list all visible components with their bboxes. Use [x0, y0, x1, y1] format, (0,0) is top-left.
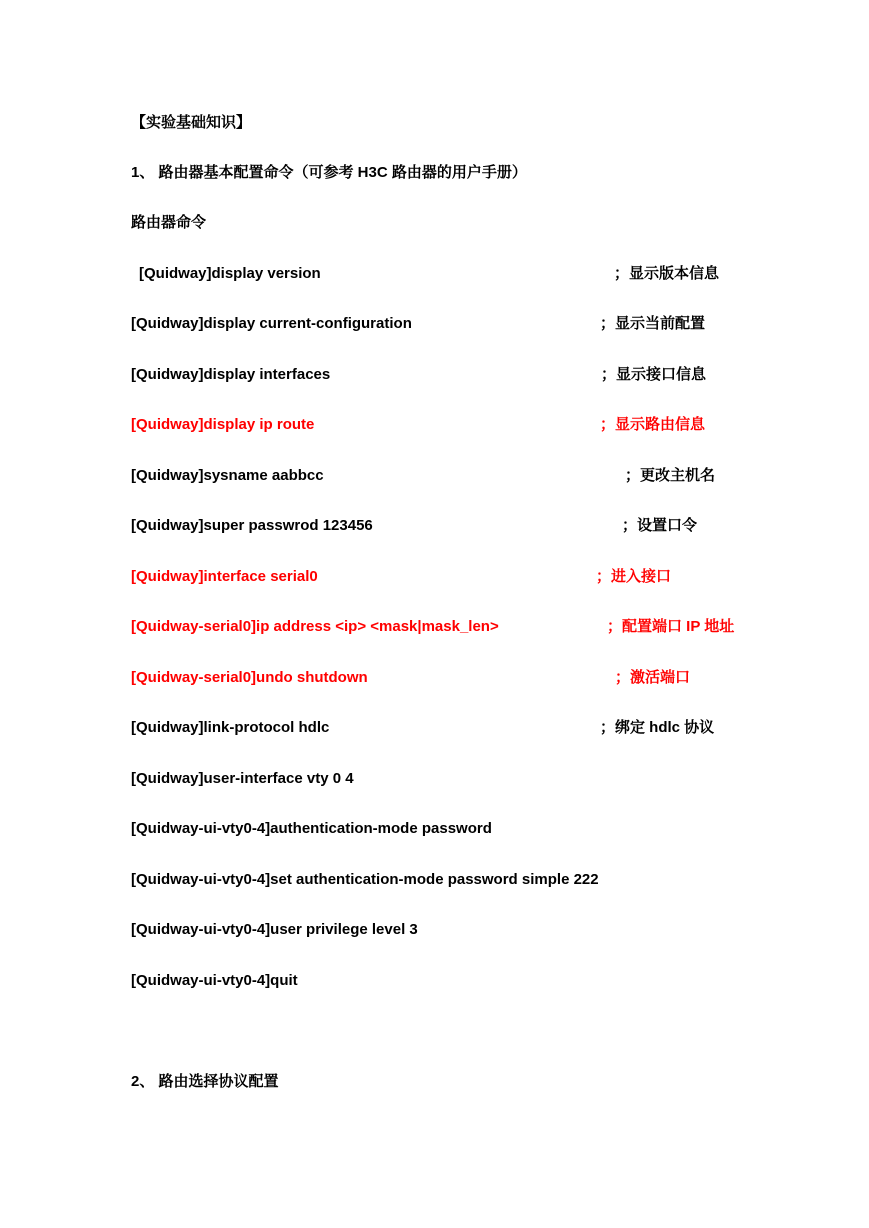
section-1-title: 1、 路由器基本配置命令（可参考 H3C 路由器的用户手册） [131, 164, 527, 181]
command-text-highlighted: [Quidway-serial0]undo shutdown [131, 669, 368, 686]
command-text: [Quidway]display current-configuration [131, 315, 412, 332]
command-text: [Quidway]super passwrod 123456 [131, 517, 373, 534]
command-text: [Quidway-ui-vty0-4]authentication-mode password [131, 820, 492, 837]
command-description-highlighted: ；激活端口 [615, 669, 691, 686]
command-text-highlighted: [Quidway-serial0]ip address <ip> <mask|mask_len> [131, 618, 499, 635]
command-text: [Quidway-ui-vty0-4]user privilege level 3 [131, 921, 418, 938]
command-description: ；显示版本信息 [614, 265, 720, 282]
command-text: [Quidway-ui-vty0-4]set authentication-mode password simple 222 [131, 871, 599, 888]
section-2-title: 2、 路由选择协议配置 [131, 1073, 279, 1090]
command-description: ；显示接口信息 [601, 366, 707, 383]
command-description-highlighted: ；显示路由信息 [600, 416, 706, 433]
command-description: ；绑定 hdlc 协议 [600, 719, 715, 736]
command-description: ；设置口令 [622, 517, 698, 534]
command-description: ；显示当前配置 [600, 315, 706, 332]
command-description: ；更改主机名 [625, 467, 716, 484]
command-text: [Quidway]display version [139, 265, 321, 282]
command-description-highlighted: ；配置端口 IP 地址 [607, 618, 735, 635]
subheading-router-commands: 路由器命令 [131, 214, 207, 231]
command-text: [Quidway]user-interface vty 0 4 [131, 770, 354, 787]
heading-experiment-basics: 【实验基础知识】 [131, 114, 252, 131]
command-text: [Quidway-ui-vty0-4]quit [131, 972, 298, 989]
command-description-highlighted: ；进入接口 [596, 568, 672, 585]
command-text: [Quidway]link-protocol hdlc [131, 719, 330, 736]
command-text-highlighted: [Quidway]interface serial0 [131, 568, 318, 585]
command-text-highlighted: [Quidway]display ip route [131, 416, 315, 433]
command-text: [Quidway]display interfaces [131, 366, 331, 383]
command-text: [Quidway]sysname aabbcc [131, 467, 324, 484]
